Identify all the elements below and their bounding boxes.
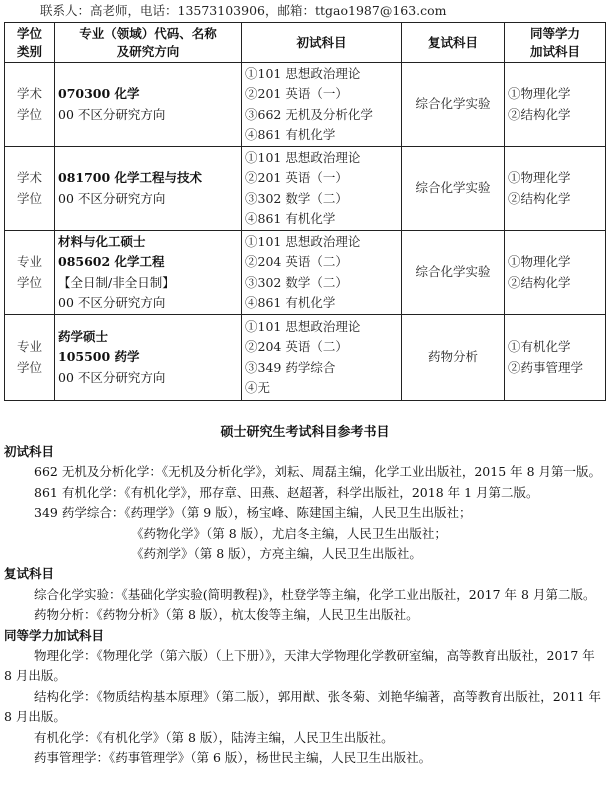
- header-major: 专业（领域）代码、名称 及研究方向: [55, 23, 242, 63]
- degree-type-cell: 学术 学位: [5, 147, 55, 231]
- initial-heading: 初试科目: [4, 444, 55, 459]
- major-cell: 材料与化工硕士 085602 化学工程 【全日制/非全日制】 00 不区分研究方向: [55, 231, 242, 315]
- extra-heading: 同等学力加试科目: [4, 627, 105, 643]
- retest-subject-cell: 药物分析: [402, 315, 505, 401]
- ref-entry: 综合化学实验：《基础化学实验(简明教程)》，杜登学等主编，化学工业出版社，2017 年 8 月第二版。: [34, 586, 596, 602]
- extra-subjects-cell: ①物理化学 ②结构化学: [505, 63, 606, 147]
- ref-entry: 药事管理学：《药事管理学》（第 6 版），杨世民主编，人民卫生出版社。: [34, 750, 432, 766]
- table-row: [5, 63, 606, 147]
- header-initial: 初试科目: [242, 23, 402, 63]
- major-cell: 药学硕士 105500 药学 00 不区分研究方向: [55, 315, 242, 401]
- major-cell: 070300 化学 00 不区分研究方向: [55, 63, 242, 147]
- ref-entry: 有机化学：《有机化学》（第 8 版），陆涛主编，人民卫生出版社。: [34, 729, 394, 745]
- header-retest: 复试科目: [402, 23, 505, 63]
- retest-subject-cell: 综合化学实验: [402, 63, 505, 147]
- initial-subjects-cell: ①101 思想政治理论 ②204 英语（二） ③302 数学（二） ④861 有机化学: [242, 231, 402, 315]
- ref-entry: 《药剂学》（第 8 版），方亮主编，人民卫生出版社。: [131, 546, 422, 562]
- retest-subject-cell: 综合化学实验: [402, 147, 505, 231]
- extra-subjects-cell: ①物理化学 ②结构化学: [505, 231, 606, 315]
- header-extra: 同等学力 加试科目: [505, 23, 606, 63]
- ref-entry: 349 药学综合：《药理学》（第 9 版），杨宝峰、陈建国主编，人民卫生出版社；: [34, 505, 472, 521]
- reference-books-title: 硕士研究生考试科目参考书目: [220, 425, 390, 440]
- initial-subjects-cell: ①101 思想政治理论 ②204 英语（二） ③349 药学综合 ④无: [242, 315, 402, 401]
- table-row: [5, 315, 606, 401]
- reference-list: [4, 442, 604, 769]
- initial-subjects-cell: ①101 思想政治理论 ②201 英语（一） ③662 无机及分析化学 ④861 有机化学: [242, 63, 402, 147]
- extra-subjects-cell: ①有机化学 ②药事管理学: [505, 315, 606, 401]
- major-cell: 081700 化学工程与技术 00 不区分研究方向: [55, 147, 242, 231]
- ref-entry: 药物分析：《药物分析》（第 8 版），杭太俊等主编，人民卫生出版社。: [34, 607, 419, 623]
- contact-line: 联系人：高老师，电话：13573103906，邮箱：ttgao1987@163.com: [40, 3, 447, 18]
- retest-heading: 复试科目: [4, 566, 55, 582]
- ref-entry: 662 无机及分析化学：《无机及分析化学》，刘耘、周磊主编，化学工业出版社，2015 年 8 月第一版。: [34, 464, 602, 480]
- ref-entry: 《药物化学》（第 8 版），尤启冬主编，人民卫生出版社；: [131, 525, 447, 541]
- table-row: [5, 147, 606, 231]
- degree-type-cell: 专业 学位: [5, 315, 55, 401]
- degree-type-cell: 学术 学位: [5, 63, 55, 147]
- retest-subject-cell: 综合化学实验: [402, 231, 505, 315]
- extra-subjects-cell: ①物理化学 ②结构化学: [505, 147, 606, 231]
- initial-subjects-cell: ①101 思想政治理论 ②201 英语（一） ③302 数学（二） ④861 有机化学: [242, 147, 402, 231]
- table-row: [5, 231, 606, 315]
- degree-type-cell: 专业 学位: [5, 231, 55, 315]
- ref-entry: 物理化学：《物理化学（第六版）（上下册）》，天津大学物理化学教研室编，高等教育出版社，2017 年 8 月出版。: [4, 648, 595, 684]
- ref-entry: 结构化学：《物质结构基本原理》（第二版），郭用猷、张冬菊、刘艳华编著，高等教育出版社，2011 年 8 月出版。: [4, 688, 602, 725]
- table-header-row: [5, 23, 606, 63]
- ref-entry: 861 有机化学：《有机化学》，邢存章、田燕、赵超著，科学出版社，2018 年 1 月第二版。: [34, 484, 539, 500]
- header-type: 学位 类别: [5, 23, 55, 63]
- catalog-table: [4, 22, 606, 401]
